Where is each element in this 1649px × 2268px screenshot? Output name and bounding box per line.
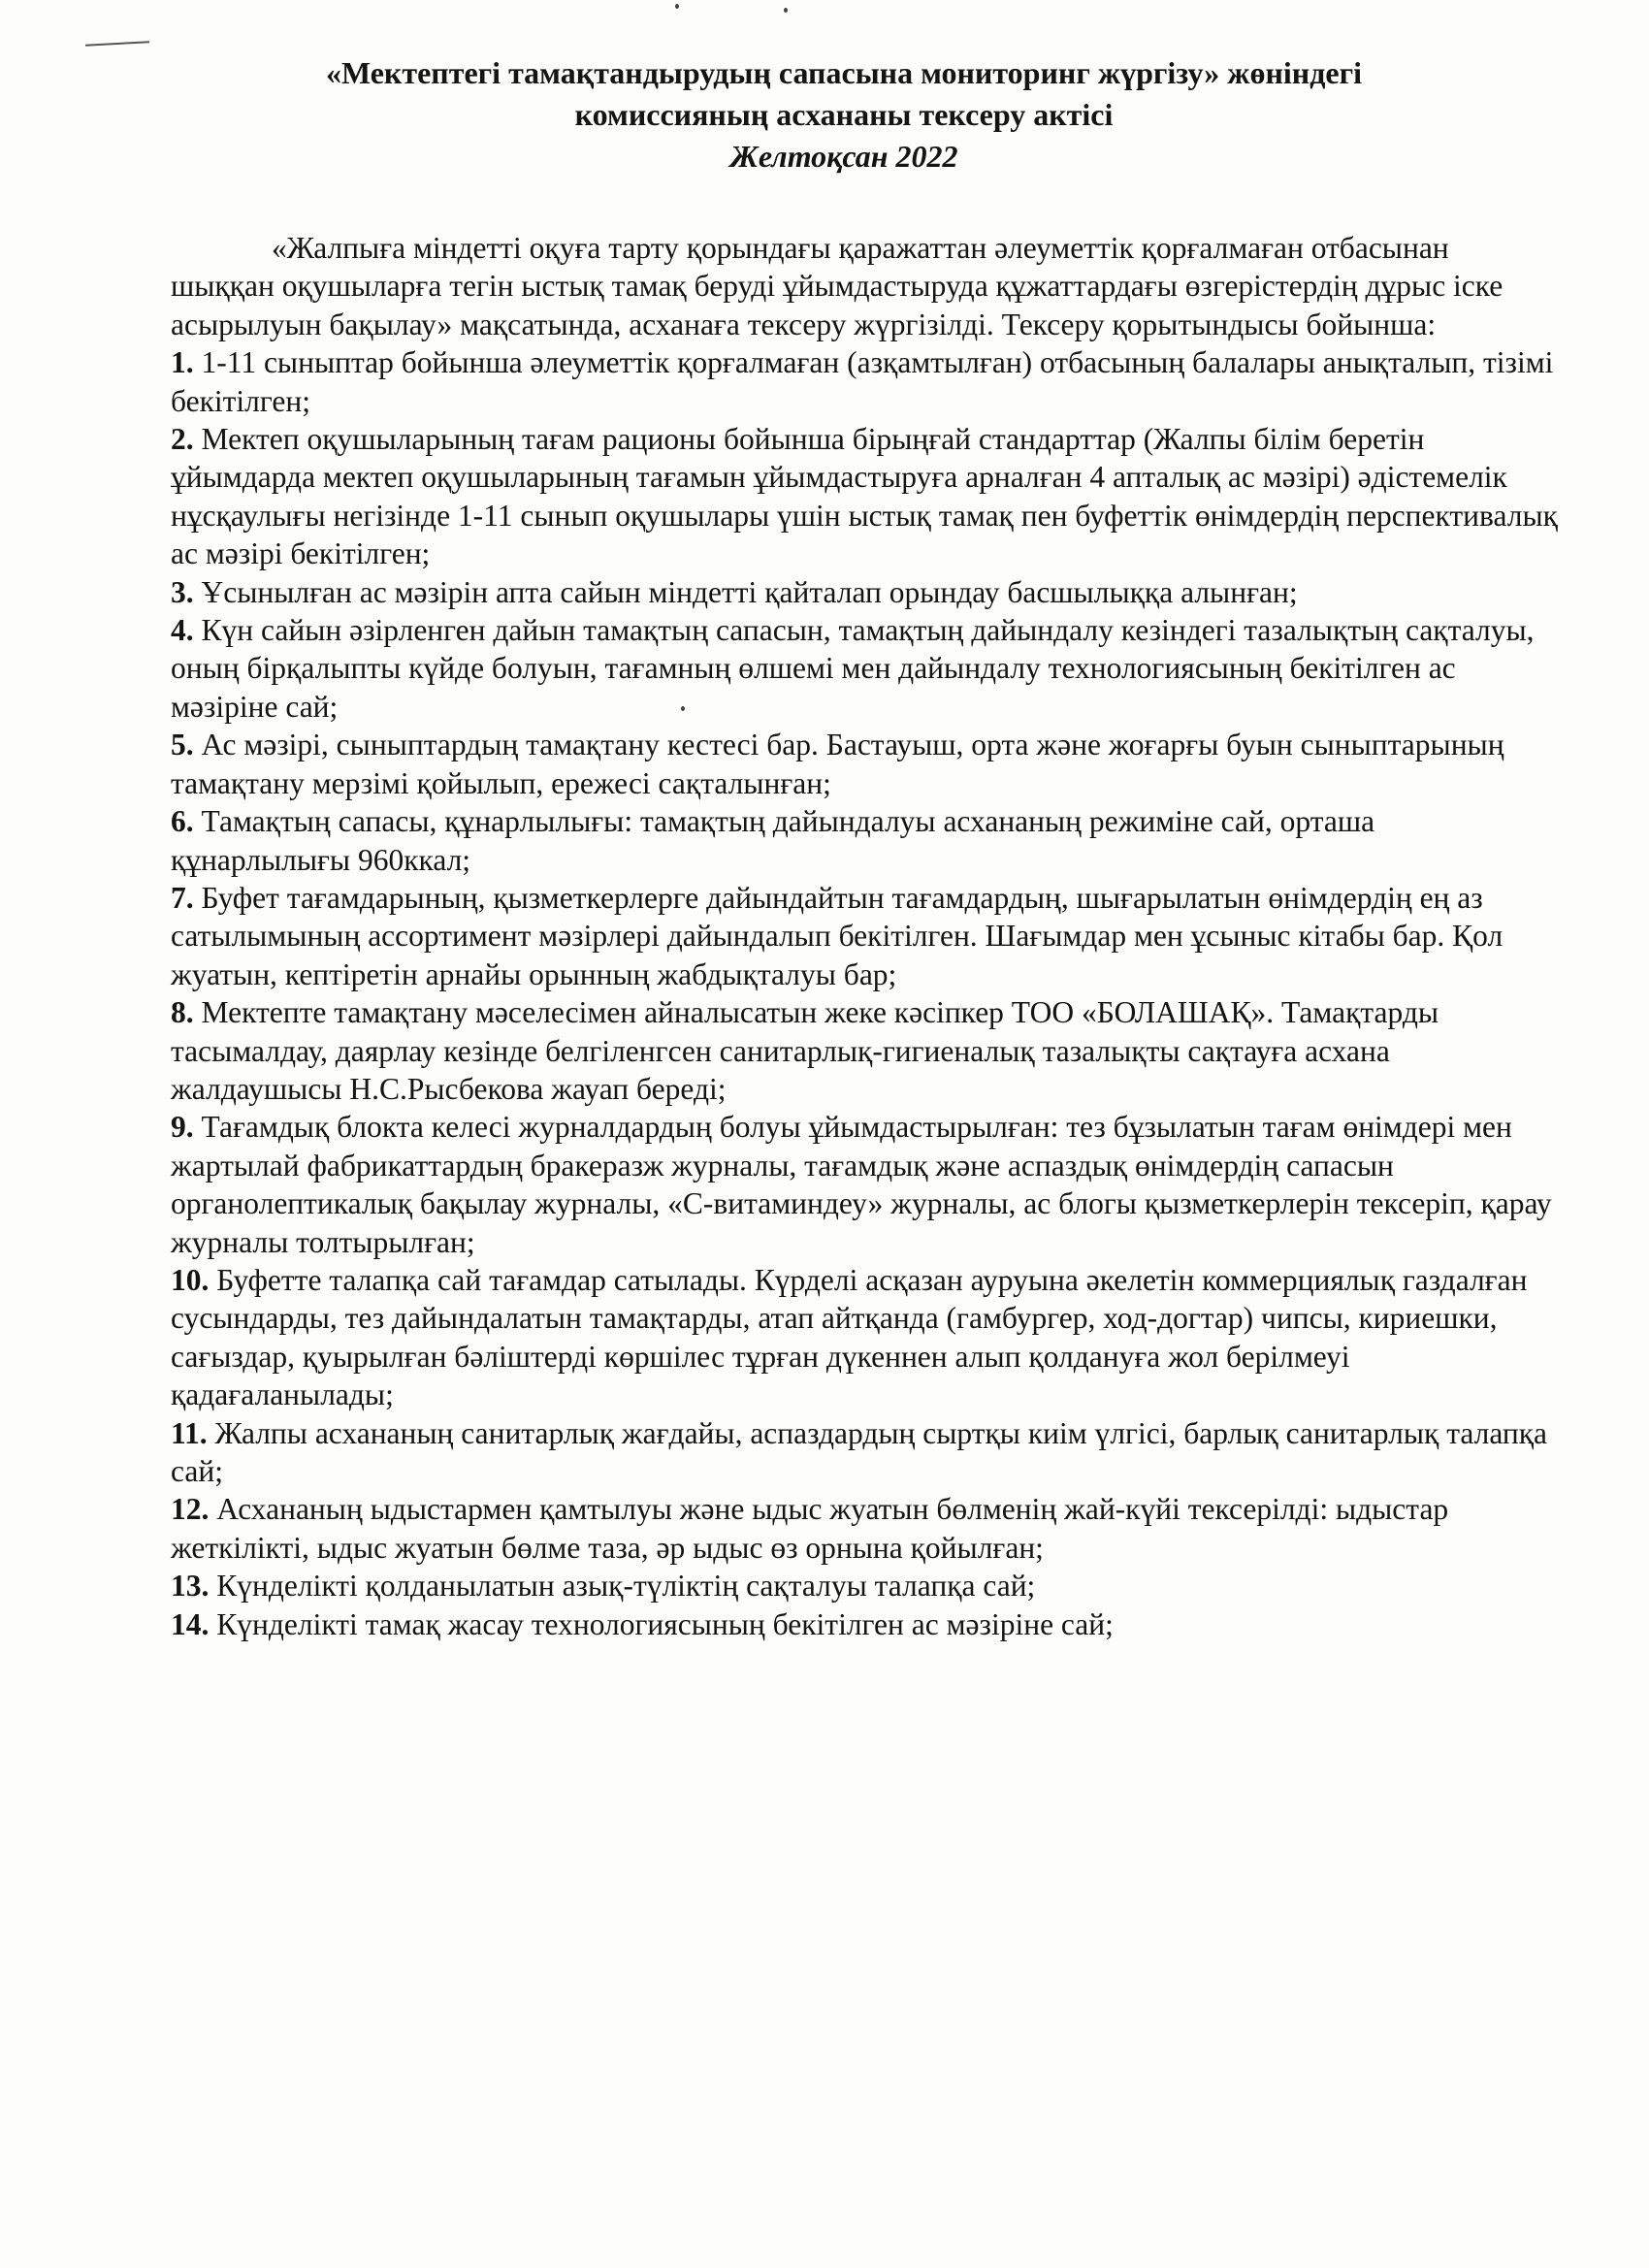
item-number: 12.	[171, 1492, 210, 1527]
list-item	[171, 573, 1558, 611]
list-item	[171, 726, 1558, 802]
list-item	[171, 1414, 1558, 1491]
item-text: Жалпы асхананың санитарлық жағдайы, аспаздардың сыртқы киім үлгісі, барлық санитарлық талапқа сай;	[171, 1415, 1548, 1488]
item-text: Тағамдық блокта келесі журналдардың болуы ұйымдастырылған: тез бұзылатын тағам өнімдері мен жартылай фабрикаттардың бракеразж журналы, тағамдық және аспаздық өнімдердің сапасын органолептикалық бақылау журналы, «С-витаминдеу» журналы, ас блогы қызметкерлерін тексеріп, қарау журналы толтырылған;	[171, 1110, 1552, 1259]
document-header	[146, 52, 1542, 178]
item-number: 14.	[171, 1606, 210, 1641]
item-number: 3.	[171, 574, 194, 609]
document-date: Желтоқсан 2022	[729, 139, 958, 174]
document-body	[171, 229, 1558, 1643]
list-item	[171, 1108, 1558, 1261]
scan-speck	[784, 8, 788, 13]
item-number: 6.	[171, 804, 194, 839]
item-number: 10.	[171, 1262, 210, 1297]
item-text: Буфетте талапқа сай тағамдар сатылады. Күрделі асқазан ауруына әкелетін коммерциялық газдалған сусындарды, тез дайындалатын тамақтарды, атап айтқанда (гамбургер, ход-догтар) чипсы, кириешки, сағыздар, қуырылған бәліштерді көршілес тұрған дүкеннен алып қолдануға жол берілмеуі қадағаланылады;	[171, 1262, 1528, 1412]
item-text: Буфет тағамдарының, қызметкерлерге дайындайтын тағамдардың, шығарылатын өнімдердің ең аз сатылымының ассортимент мәзірлері дайындалып бекітілген. Шағымдар мен ұсыныс кітабы бар. Қол жуатын, кептіретін арнайы орынның жабдықталуы бар;	[171, 880, 1504, 991]
item-number: 9.	[171, 1110, 194, 1145]
item-text: Мектепте тамақтану мәселесімен айналысатын жеке кәсіпкер ТОО «БОЛАШАҚ». Тамақтарды тасымалдау, даярлау кезінде белгіленгсен санитарлық-гигиеналық тазалықты сақтауға асхана жалдаушысы Н.С.Рысбекова жауап береді;	[171, 995, 1439, 1106]
list-item	[171, 420, 1558, 573]
item-text: 1-11 сыныптар бойынша әлеуметтік қорғалмаған (азқамтылған) отбасының балалары анықталып, тізімі бекітілген;	[171, 345, 1554, 418]
item-number: 4.	[171, 613, 194, 648]
item-text: Күнделікті тамақ жасау технологиясының бекітілген ас мәзіріне сай;	[216, 1606, 1114, 1641]
document-title-line-2: комиссияның асхананы тексеру актісі	[574, 97, 1114, 132]
item-text: Ұсынылған ас мәзірін апта сайын міндетті қайталап орындау басшылыққа алынған;	[201, 574, 1298, 609]
item-text: Мектеп оқушыларының тағам рационы бойынша бірыңғай стандарттар (Жалпы білім беретін ұйымдарда мектеп оқушыларының тағамын ұйымдастыруға арналған 4 апталық ас мәзірі) әдістемелік нұсқаулығы негізінде 1-11 сынып оқушылары үшін ыстық тамақ пен буфеттік өнімдердің перспективалық ас мәзірі бекітілген;	[171, 422, 1558, 571]
item-text: Асхананың ыдыстармен қамтылуы және ыдыс жуатын бөлменің жай-күйі тексерілді: ыдыстар жеткілікті, ыдыс жуатын бөлме таза, әр ыдыс өз орнына қойылған;	[171, 1492, 1449, 1565]
list-item	[171, 1261, 1558, 1414]
item-number: 11.	[171, 1415, 208, 1450]
list-item	[171, 1605, 1558, 1643]
list-item	[171, 879, 1558, 993]
item-number: 8.	[171, 995, 194, 1030]
intro-paragraph: «Жалпыға міндетті оқуға тарту қорындағы қаражаттан әлеуметтік қорғалмаған отбасынан шыққан оқушыларға тегін ыстық тамақ беруді ұйымдастыруда құжаттардағы өзгерістердің дұрыс іске асырылуын бақылау» мақсатында, асханаға тексеру жүргізілді. Тексеру қорытындысы бойынша:	[171, 231, 1504, 341]
item-number: 1.	[171, 345, 194, 380]
item-number: 13.	[171, 1569, 210, 1604]
item-text: Ас мәзірі, сыныптардың тамақтану кестесі бар. Бастауыш, орта және жоғарғы буын сыныптарының тамақтану мерзімі қойылып, ережесі сақталынған;	[171, 728, 1504, 800]
document-title-line-1: «Мектептегі тамақтандырудың сапасына мониторинг жүргізу» жөніндегі	[325, 55, 1363, 90]
list-item	[171, 993, 1558, 1108]
item-text: Тамақтың сапасы, құнарлылығы: тамақтың дайындалуы асхананың режиміне сай, орташа құнарлылығы 960ккал;	[171, 804, 1375, 877]
item-text: Күн сайын әзірленген дайын тамақтың сапасын, тамақтың дайындалу кезіндегі тазалықтың сақталуы, оның бірқалыпты күйде болуын, тағамның өлшемі мен дайындалу технологиясының бекітілген ас мәзіріне сай;	[171, 613, 1535, 724]
list-item	[171, 611, 1558, 726]
list-item	[171, 802, 1558, 879]
list-item	[171, 1490, 1558, 1567]
item-number: 2.	[171, 422, 194, 457]
list-item	[171, 1567, 1558, 1604]
list-item	[171, 343, 1558, 420]
scan-speck	[675, 4, 679, 9]
scan-mark	[85, 41, 149, 46]
item-number: 7.	[171, 880, 194, 915]
item-number: 5.	[171, 728, 194, 762]
item-text: Күнделікті қолданылатын азық-түліктің сақталуы талапқа сай;	[216, 1569, 1036, 1604]
